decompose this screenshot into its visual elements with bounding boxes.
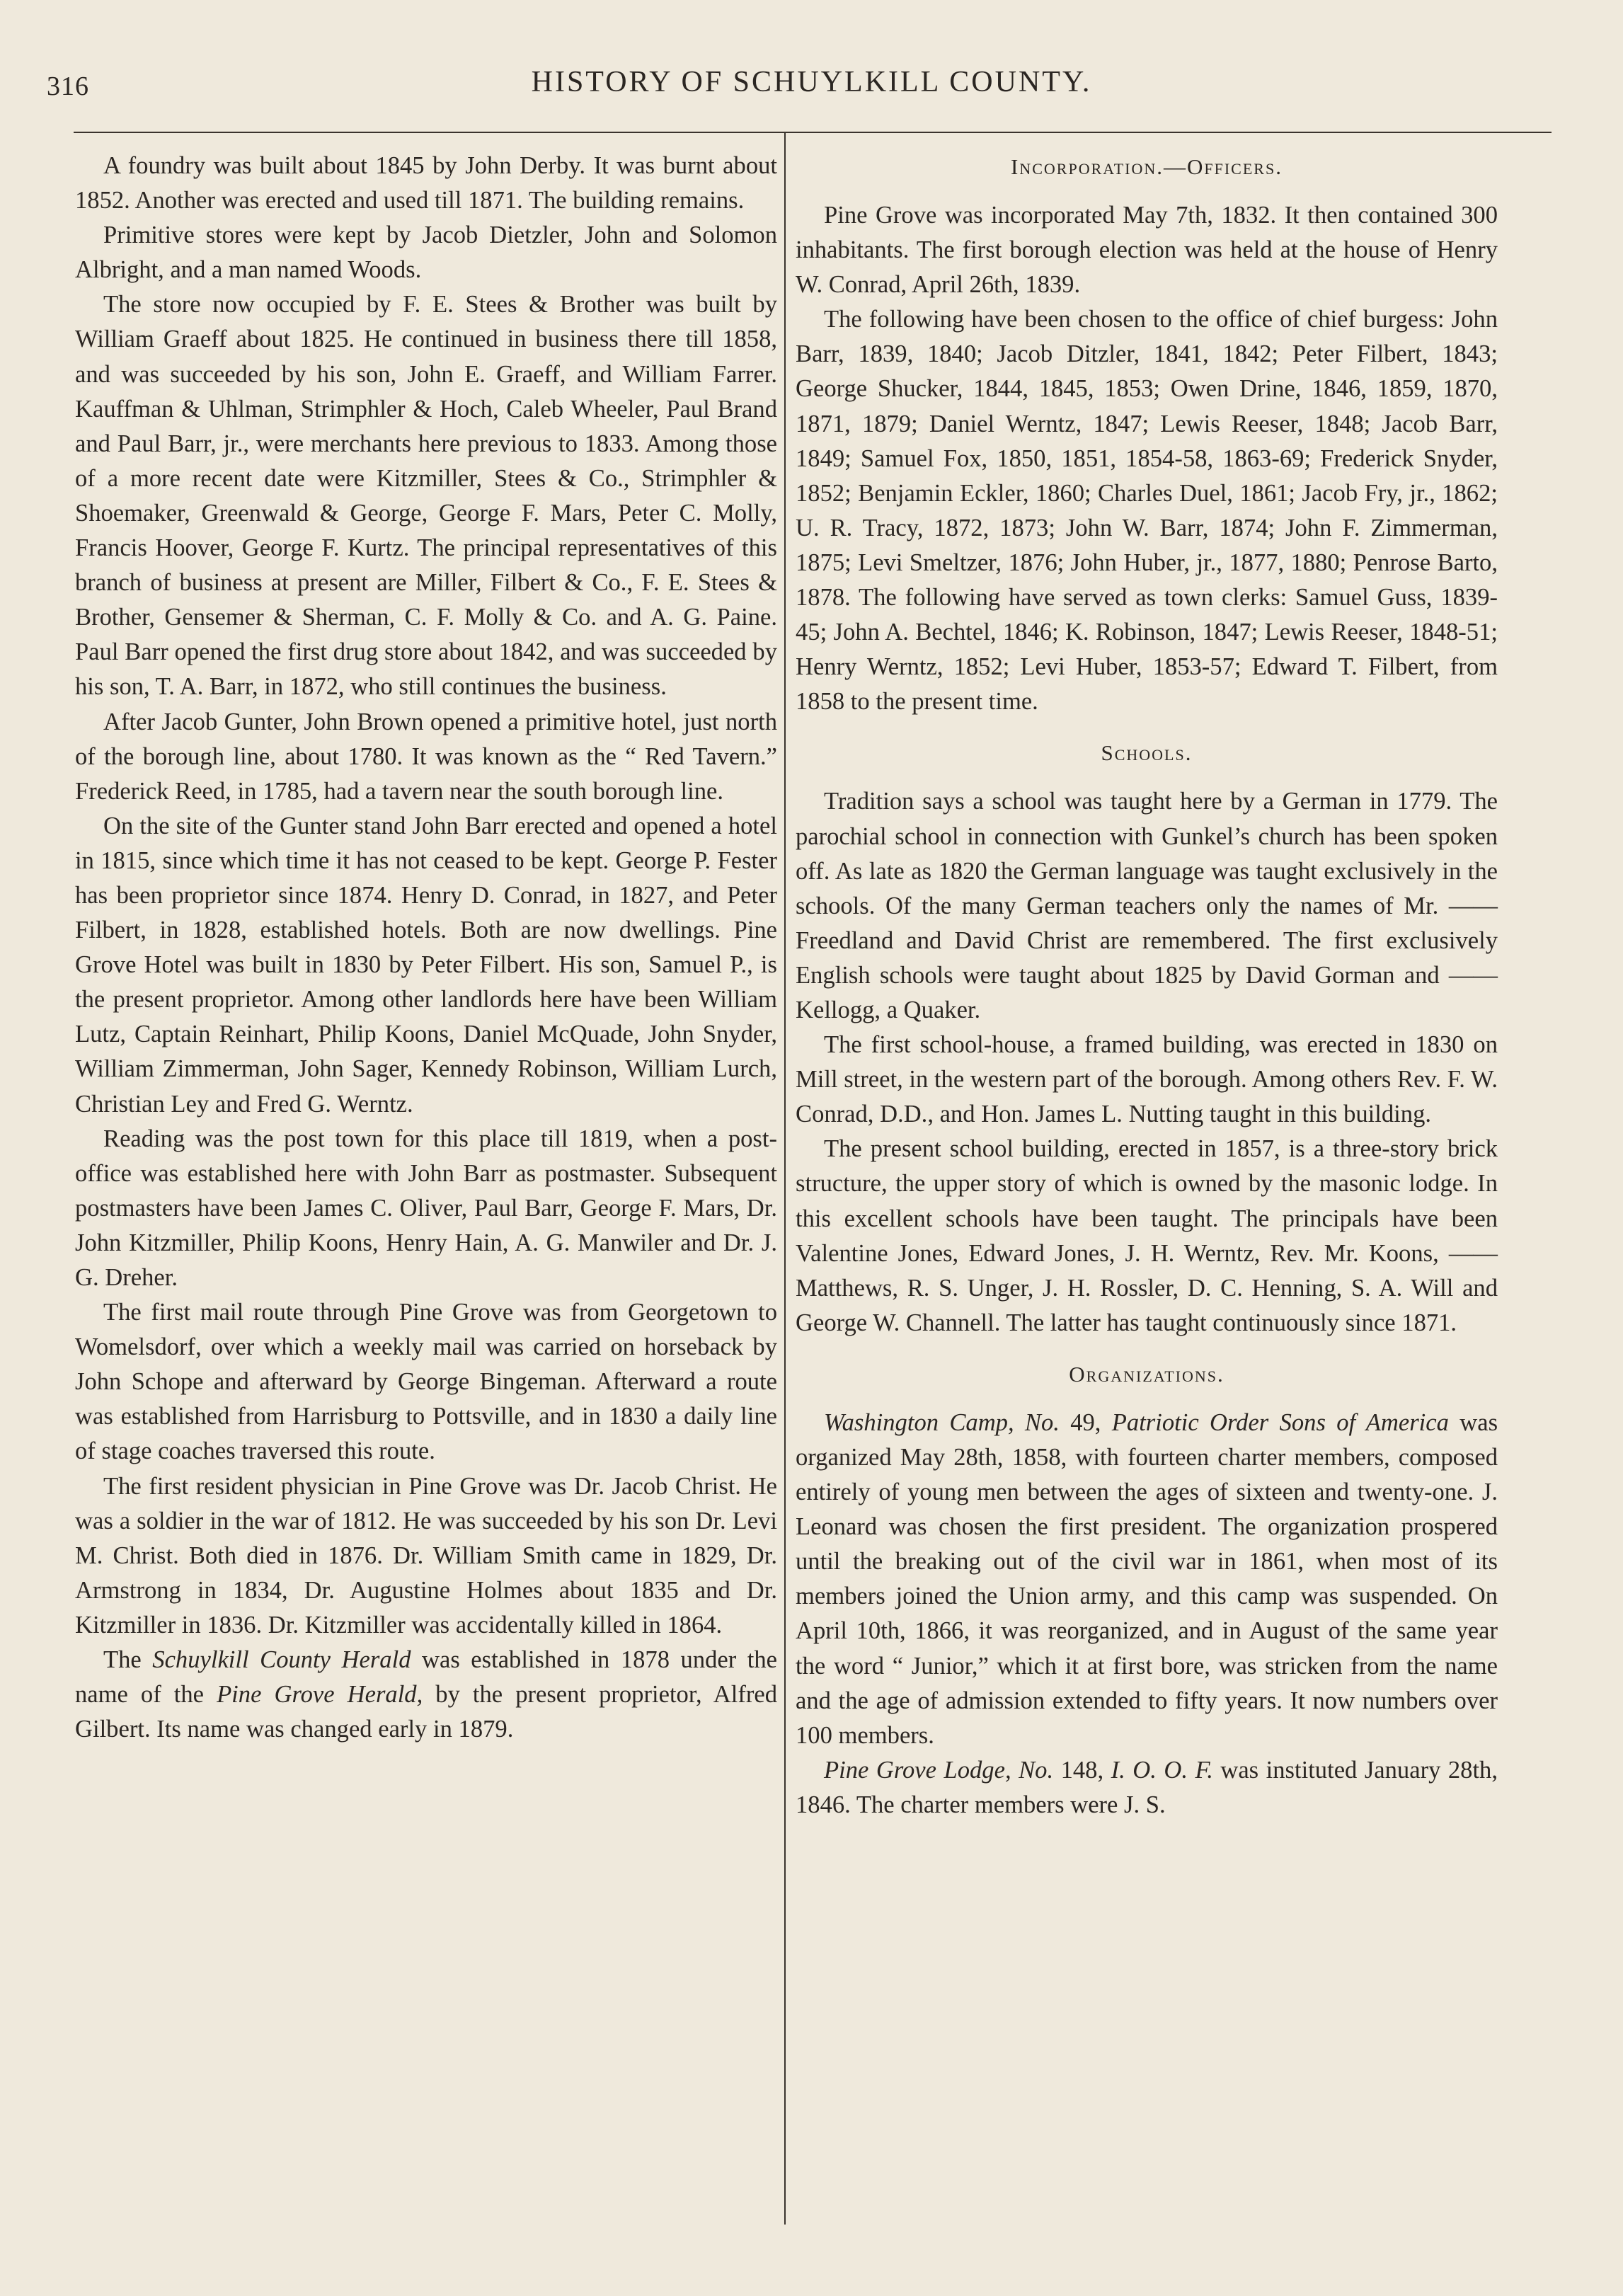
paragraph-herald [75, 1643, 777, 1747]
paragraph-foundry: A foundry was built about 1845 by John Derby. It was burnt about 1852. Another was erected and used till 1871. The building remains. [75, 152, 777, 214]
page-header [0, 65, 1623, 115]
washington-camp-name: Washington Camp, No. [824, 1408, 1060, 1436]
lodge-number: 148, [1053, 1756, 1111, 1784]
paragraph-tradition: Tradition says a school was taught here by a German in 1779. The parochial school in connection with Gunkel’s church has been spoken off. As late as 1820 the German language was taught exclusively in the schools. Of the many German teachers only the names of Mr. —— Freedland and David Christ are remembered. The first exclusively English schools were taught about 1825 by David Gorman and —— Kellogg, a Quaker. [796, 788, 1498, 1023]
section-heading-organizations: Organizations. [1069, 1361, 1225, 1387]
paragraph-post-office: Reading was the post town for this place till 1819, when a post-office was established here with John Barr as postmaster. Subsequent postmasters have been James C. Oliver, Paul Barr, George F. Mars, Dr. John Kitzmiller, Philip Koons, Henry Hain, A. G. Manwiler and Dr. J. G. Dreher. [75, 1125, 777, 1291]
paragraph-primitive-stores: Primitive stores were kept by Jacob Dietzler, John and Solomon Albright, and a man named Woods. [75, 222, 777, 284]
paragraph-pine-grove-lodge [796, 1753, 1498, 1823]
paragraph-red-tavern: After Jacob Gunter, John Brown opened a primitive hotel, just north of the borough line, about 1780. It was known as the “ Red Tavern.” Frederick Reed, in 1785, had a tavern near the south borough line. [75, 708, 777, 805]
paragraph-mail-route: The first mail route through Pine Grove was from Georgetown to Womelsdorf, over which a weekly mail was carried on horseback by John Schope and afterward by George Bingeman. Afterward a route was established from Harrisburg to Pottsville, and in 1830 a daily line of stage coaches traversed this route. [75, 1299, 777, 1465]
header-rule [74, 132, 1552, 133]
paragraph-present-school: The present school building, erected in 1857, is a three-story brick structure, the upper story of which is owned by the masonic lodge. In this excellent schools have been taught. The principals have been Valentine Jones, Edward Jones, J. H. Werntz, Rev. Mr. Koons, —— Matthews, R. S. Unger, J. H. Rossler, D. C. Henning, S. A. Will and George W. Channell. The latter has taught continuously since 1871. [796, 1135, 1498, 1336]
column-divider [784, 133, 786, 2225]
washington-camp-order: Patriotic Order Sons of America [1111, 1408, 1449, 1436]
herald-text-3: by the present proprietor, Alfred Gilbert. Its name was changed early in 1879. [75, 1681, 777, 1743]
paragraph-burgesses: The following have been chosen to the office of chief burgess: John Barr, 1839, 1840; Jacob Ditzler, 1841, 1842; Peter Filbert, 1843; George Shucker, 1844, 1845, 1853; Owen Drine, 1846, 1859, 1870, 1871, 1879; Daniel Werntz, 1847; Lewis Reeser, 1848; Jacob Barr, 1849; Samuel Fox, 1850, 1851, 1854-58, 1863-69; Frederick Snyder, 1852; Benjamin Eckler, 1860; Charles Duel, 1861; Jacob Fry, jr., 1862; U. R. Tracy, 1872, 1873; John W. Barr, 1874; John F. Zimmerman, 1875; Levi Smeltzer, 1876; John Huber, jr., 1877, 1880; Penrose Barto, 1878. The following have served as town clerks: Samuel Guss, 1839-45; John A. Bechtel, 1846; K. Robinson, 1847; Lewis Reeser, 1848-51; Henry Werntz, 1852; Levi Huber, 1853-57; Edward T. Filbert, from 1858 to the present time. [796, 306, 1498, 716]
herald-title-2: Pine Grove Herald, [217, 1681, 423, 1709]
paragraph-washington-camp [796, 1406, 1498, 1753]
section-heading-incorporation: Incorporation.—Officers. [1011, 154, 1283, 179]
herald-title-1: Schuylkill County Herald [152, 1646, 411, 1674]
lodge-text: was instituted January 28th, 1846. The charter members were J. S. [796, 1756, 1498, 1818]
lodge-name: Pine Grove Lodge, No. [824, 1756, 1054, 1784]
washington-camp-text: was organized May 28th, 1858, with fourteen charter members, composed entirely of young men between the ages of sixteen and twenty-one. J. Leonard was chosen the first president. The organization prospered until the breaking out of the civil war in 1861, when most of its members joined the Union army, and this camp was suspended. On April 10th, 1866, it was reorganized, and in August of the same year the word “ Junior,” which it at first bore, was stricken from the name and the age of admission extended to fifty years. It now numbers over 100 members. [796, 1408, 1498, 1749]
left-column [75, 149, 777, 1747]
paragraph-physicians: The first resident physician in Pine Grove was Dr. Jacob Christ. He was a soldier in the war of 1812. He was succeeded by his son Dr. Levi M. Christ. Both died in 1876. Dr. William Smith came in 1829, Dr. Armstrong in 1834, Dr. Augustine Holmes about 1835 and Dr. Kitzmiller in 1836. Dr. Kitzmiller was accidentally killed in 1864. [75, 1472, 777, 1638]
washington-camp-number: 49, [1059, 1408, 1112, 1436]
running-title: HISTORY OF SCHUYLKILL COUNTY. [531, 66, 1092, 98]
page-number: 316 [47, 71, 89, 101]
right-column [796, 149, 1498, 1823]
paragraph-incorporation: Pine Grove was incorporated May 7th, 1832. It then contained 300 inhabitants. The first borough election was held at the house of Henry W. Conrad, April 26th, 1839. [796, 202, 1498, 299]
paragraph-stees-store: The store now occupied by F. E. Stees & Brother was built by William Graeff about 1825. He continued in business there till 1858, and was succeeded by his son, John E. Graeff, and William Farrer. Kauffman & Uhlman, Strimphler & Hoch, Caleb Wheeler, Paul Brand and Paul Barr, jr., were merchants here previous to 1833. Among those of a more recent date were Kitzmiller, Stees & Co., Strimphler & Shoemaker, Greenwald & George, George F. Mars, Peter C. Molly, Francis Hoover, George F. Kurtz. The principal representatives of this branch of business at present are Miller, Filbert & Co., F. E. Stees & Brother, Gensemer & Sherman, C. F. Molly & Co. and A. G. Paine. Paul Barr opened the first drug store about 1842, and was succeeded by his son, T. A. Barr, in 1872, who still continues the business. [75, 291, 777, 701]
herald-text-2: was established in 1878 under the name of the [75, 1646, 778, 1709]
section-heading-schools: Schools. [1101, 740, 1193, 766]
herald-text-1: The [103, 1646, 153, 1674]
paragraph-school-house: The first school-house, a framed building, was erected in 1830 on Mill street, in the western part of the borough. Among others Rev. F. W. Conrad, D.D., and Hon. James L. Nutting taught in this building. [796, 1031, 1498, 1128]
lodge-order: I. O. O. F. [1111, 1756, 1213, 1784]
paragraph-hotels: On the site of the Gunter stand John Barr erected and opened a hotel in 1815, since which time it has not ceased to be kept. George P. Fester has been proprietor since 1874. Henry D. Conrad, in 1827, and Peter Filbert, in 1828, established hotels. Both are now dwellings. Pine Grove Hotel was built in 1830 by Peter Filbert. His son, Samuel P., is the present proprietor. Among other landlords here have been William Lutz, Captain Reinhart, Philip Koons, Daniel McQuade, John Snyder, William Zimmerman, John Sager, Kennedy Robinson, William Lurch, Christian Ley and Fred G. Werntz. [75, 812, 777, 1118]
